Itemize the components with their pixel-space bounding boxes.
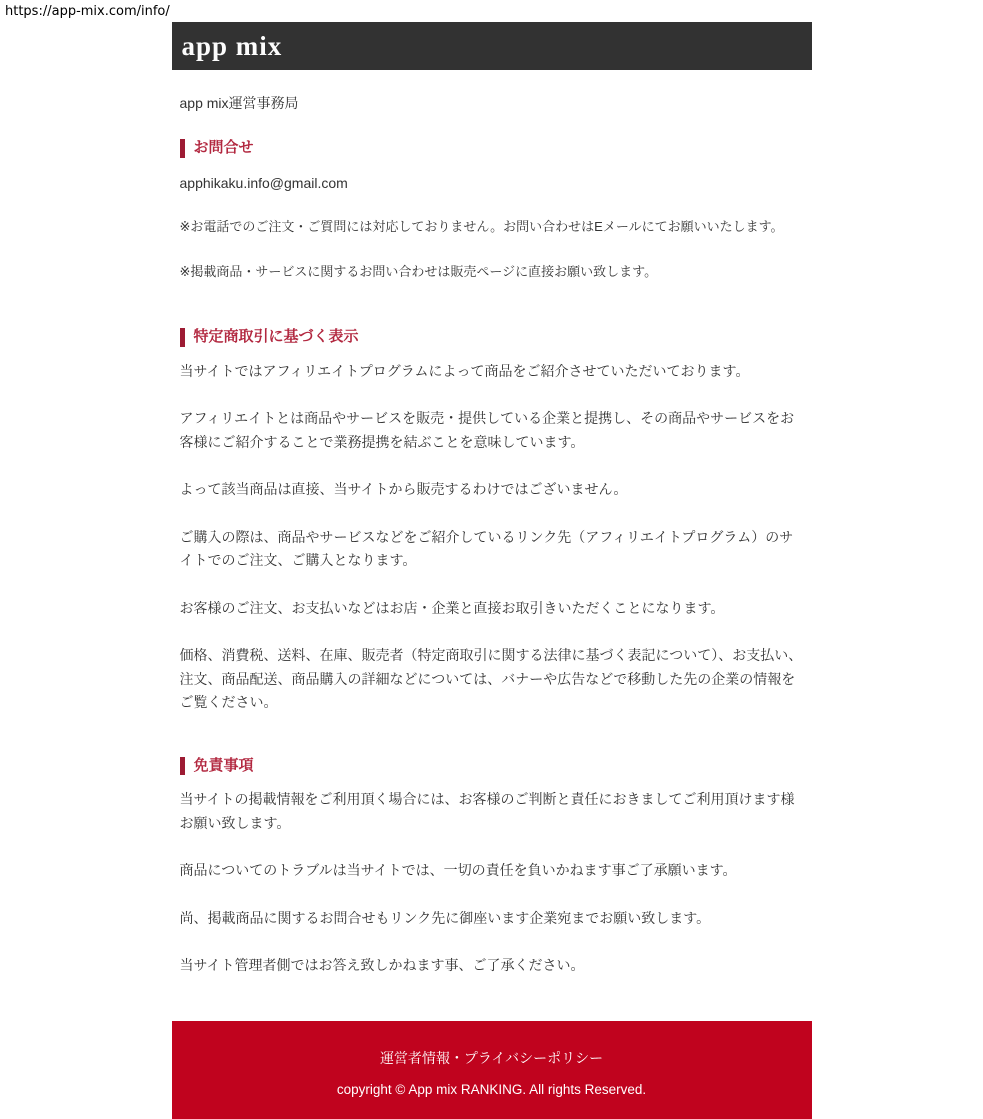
site-footer <box>172 1021 812 1119</box>
contact-section-heading: お問合せ <box>180 139 804 158</box>
tokushoho-paragraph: 当サイトではアフィリエイトプログラムによって商品をご紹介させていただいております。 <box>179 362 750 379</box>
disclaimer-section-heading: 免責事項 <box>180 757 804 776</box>
tokushoho-paragraph: 価格、消費税、送料、在庫、販売者（特定商取引に関する法律に基づく表記について）、お支払い、注文、商品配送、商品購入の詳細などについては、バナーや広告などで移動した先の企業の情報をご覧ください。 <box>179 647 803 711</box>
privacy-policy-link[interactable]: 運営者情報・プライバシーポリシー <box>379 1049 604 1066</box>
contact-email: apphikaku.info@gmail.com <box>179 174 348 191</box>
disclaimer-paragraph: 商品についてのトラブルは当サイトでは、一切の責任を負いかねます事ご了承願います。 <box>179 862 737 879</box>
tokushoho-section-heading: 特定商取引に基づく表示 <box>180 328 804 347</box>
main-content <box>172 93 812 978</box>
footer-copyright: copyright © App mix RANKING. All rights Reserved. <box>336 1081 647 1097</box>
disclaimer-paragraph: 尚、掲載商品に関するお問合せもリンク先に御座います企業宛までお願い致します。 <box>179 909 711 926</box>
site-title[interactable]: app mix <box>181 30 283 61</box>
page-url: https://app-mix.com/info/ <box>5 4 170 19</box>
tokushoho-paragraph: アフィリエイトとは商品やサービスを販売・提供している企業と提携し、その商品やサービスをお客様にご紹介することで業務提携を結ぶことを意味しています。 <box>179 410 795 450</box>
contact-note: ※掲載商品・サービスに関するお問い合わせは販売ページに直接お願い致します。 <box>179 264 658 280</box>
tokushoho-paragraph: よって該当商品は直接、当サイトから販売するわけではございません。 <box>179 481 628 498</box>
site-header <box>172 22 812 70</box>
tokushoho-paragraph: ご購入の際は、商品やサービスなどをご紹介しているリンク先（アフィリエイトプログラム）のサイトでのご注文、ご購入となります。 <box>179 528 794 569</box>
disclaimer-paragraph: 当サイトの掲載情報をご利用頂く場合には、お客様のご判断と責任におきましてご利用頂けます様お願い致します。 <box>179 791 795 831</box>
page-column <box>172 22 812 1119</box>
disclaimer-paragraph: 当サイト管理者側ではお答え致しかねます事、ご了承ください。 <box>179 957 585 974</box>
operator-name: app mix運営事務局 <box>179 95 299 111</box>
contact-note: ※お電話でのご注文・ご質問には対応しておりません。お問い合わせはEメールにてお願いいたします。 <box>179 218 784 234</box>
tokushoho-paragraph: お客様のご注文、お支払いなどはお店・企業と直接お取引きいただくことになります。 <box>179 599 725 616</box>
